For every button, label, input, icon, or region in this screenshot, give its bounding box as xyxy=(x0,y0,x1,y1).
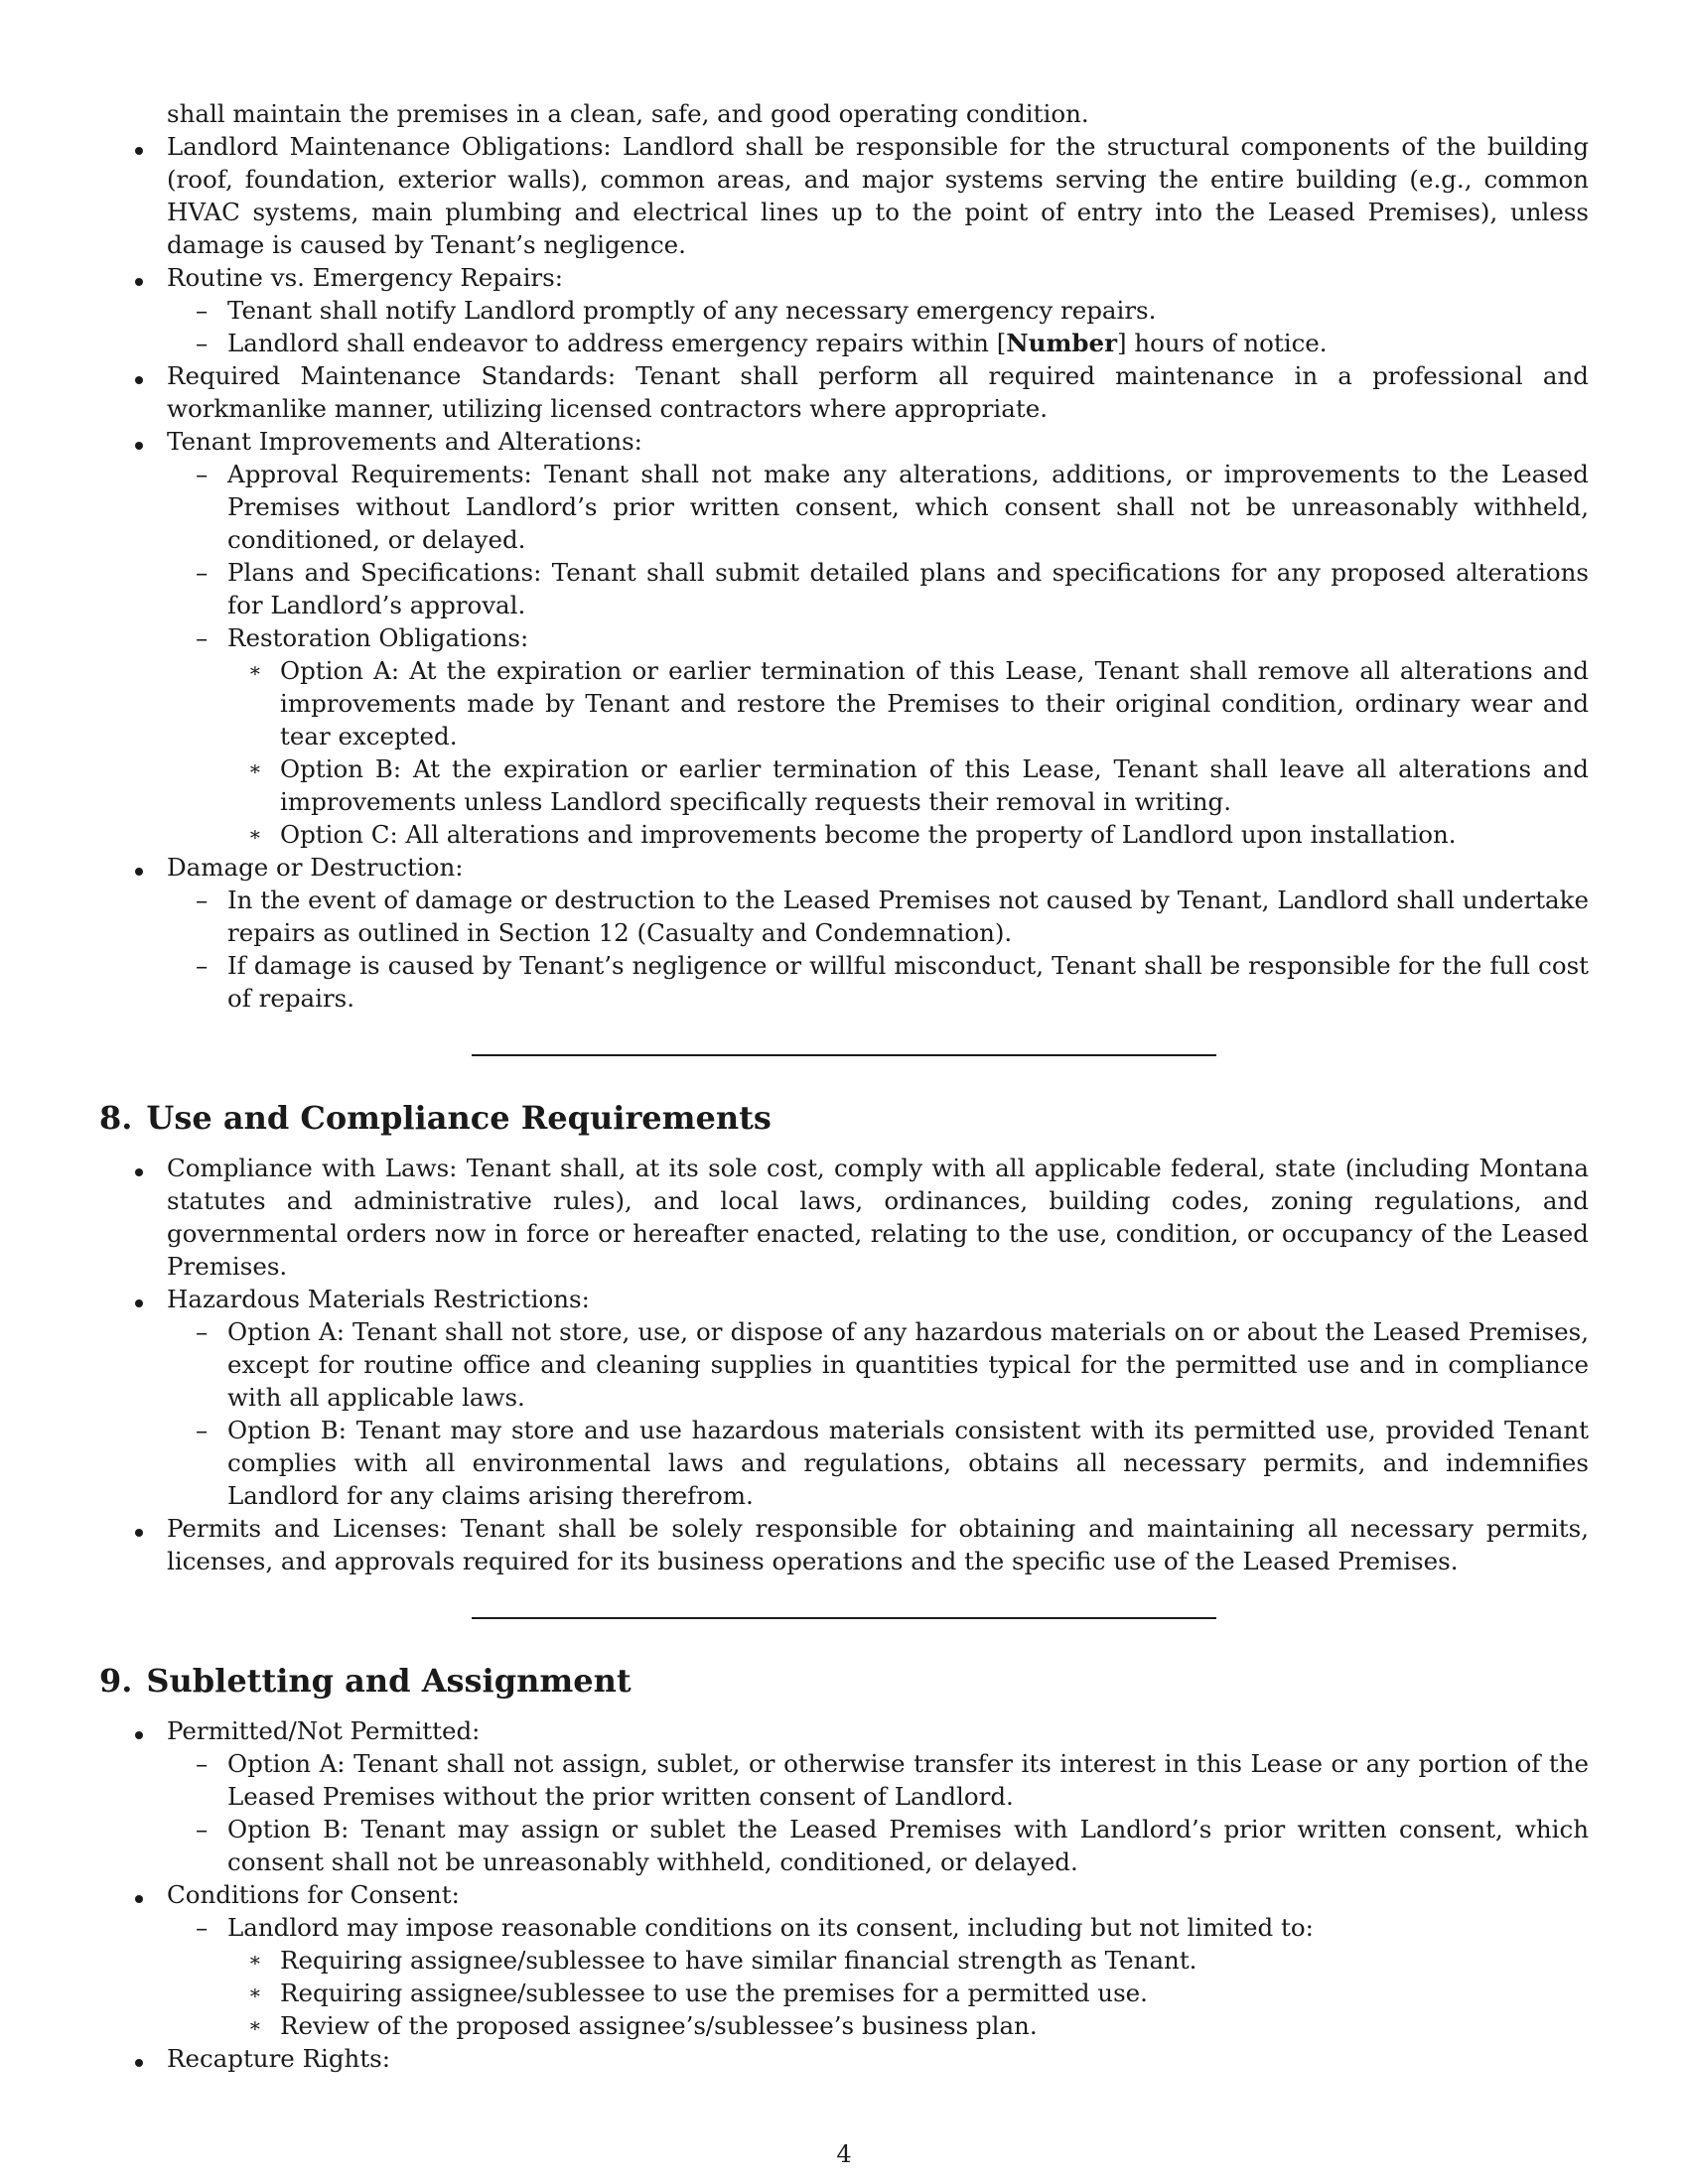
dash-marker: – xyxy=(196,1815,209,1843)
dash-marker: – xyxy=(196,1317,209,1346)
section-heading xyxy=(99,1661,1589,1701)
continued-text: shall maintain the premises in a clean, safe, and good operating condition. xyxy=(167,99,1089,128)
number-placeholder: Number xyxy=(1006,329,1118,357)
dash-marker: – xyxy=(196,329,209,357)
star-marker: ∗ xyxy=(248,658,262,682)
star-marker: ∗ xyxy=(248,756,262,780)
section-divider xyxy=(472,1617,1216,1619)
list-item: – In the event of damage or destruction to the Leased Premises not caused by Tenant, Landlord shall undertake repairs as outlined in Section 12 (Casualty and Condemnation). xyxy=(196,886,1590,947)
list-item: ∗ Requiring assignee/sublessee to have similar financial strength as Tenant. xyxy=(248,1946,1197,1975)
list-item: – If damage is caused by Tenant’s negligence or willful misconduct, Tenant shall be responsible for the full cost of repairs. xyxy=(196,951,1589,1013)
bullet-marker xyxy=(135,261,143,294)
bullet-marker xyxy=(135,425,143,458)
list-item: Permits and Licenses: Tenant shall be solely responsible for obtaining and maintaining all necessary permits, licenses, and approvals required for its business operations and the specific use of the Leased Premises. xyxy=(99,1512,1589,1577)
star-marker: ∗ xyxy=(248,1980,262,2004)
document-page xyxy=(99,97,1589,2075)
list-item: – Tenant shall notify Landlord promptly of any necessary emergency repairs. xyxy=(196,296,1157,325)
dash-marker: – xyxy=(196,296,209,325)
list-item: Recapture Rights: xyxy=(99,2042,1589,2075)
list-item: Damage or Destruction: xyxy=(99,851,1589,884)
list-item: ∗ Option B: At the expiration or earlier termination of this Lease, Tenant shall leave all alterations and improvements unless Landlord specifically requests their removal in writing. xyxy=(248,754,1589,816)
list-item: Hazardous Materials Restrictions: xyxy=(99,1283,1589,1315)
dash-marker: – xyxy=(196,1913,209,1942)
bullet-marker xyxy=(135,1714,143,1747)
page-number: 4 xyxy=(836,2140,852,2168)
list-item: ∗ Option C: All alterations and improvements become the property of Landlord upon installation. xyxy=(248,820,1457,849)
list-item: – Option B: Tenant may store and use hazardous materials consistent with its permitted use, provided Tenant complies with all environmental laws and regulations, obtains all necessary permits, and indemnifies Landlord for any claims arising therefrom. xyxy=(196,1416,1589,1510)
list-item: – Option A: Tenant shall not store, use, or dispose of any hazardous materials on or about the Leased Premises, except for routine office and cleaning supplies in quantities typical for the permitted use and in compliance with all applicable laws. xyxy=(196,1317,1589,1412)
list-item: ∗ Requiring assignee/sublessee to use the premises for a permitted use. xyxy=(248,1979,1148,2007)
dash-marker: – xyxy=(196,1416,209,1444)
list-item: Required Maintenance Standards: Tenant shall perform all required maintenance in a professional and workmanlike manner, utilizing licensed contractors where appropriate. xyxy=(99,359,1589,425)
dash-marker: – xyxy=(196,558,209,587)
section-title: Subletting and Assignment xyxy=(146,1662,632,1700)
list-item: Conditions for Consent: xyxy=(99,1878,1589,1911)
placeholder-open-bracket: [ xyxy=(996,329,1007,357)
dash-marker: – xyxy=(196,460,209,488)
section-number: 8. xyxy=(99,1099,133,1137)
list-item: – Approval Requirements: Tenant shall not make any alterations, additions, or improvements to the Leased Premises without Landlord’s prior written consent, which consent shall not be unreasonably withheld, conditioned, or delayed. xyxy=(196,460,1589,554)
bullet-marker xyxy=(135,1512,143,1545)
section-divider xyxy=(472,1054,1216,1056)
list-item: – Restoration Obligations: xyxy=(196,623,529,652)
placeholder-close-bracket: ] xyxy=(1117,329,1127,357)
bullet-marker xyxy=(135,851,143,884)
list-item: – Landlord may impose reasonable conditions on its consent, including but not limited to: xyxy=(196,1913,1314,1942)
bullet-marker xyxy=(135,130,143,163)
list-item: ∗ Option A: At the expiration or earlier termination of this Lease, Tenant shall remove all alterations and improvements made by Tenant and restore the Premises to their original condition, ordinary wear and tear excepted. xyxy=(248,656,1589,751)
list-item: Permitted/Not Permitted: xyxy=(99,1714,1589,1747)
section-number: 9. xyxy=(99,1662,133,1700)
section-title: Use and Compliance Requirements xyxy=(146,1099,772,1137)
list-item: – Landlord shall endeavor to address emergency repairs within [Number] hours of notice. xyxy=(196,329,1328,357)
dash-marker: – xyxy=(196,623,209,652)
list-item: – Option B: Tenant may assign or sublet the Leased Premises with Landlord’s prior written consent, which consent shall not be unreasonably withheld, conditioned, or delayed. xyxy=(196,1815,1589,1876)
list-item: – Option A: Tenant shall not assign, sublet, or otherwise transfer its interest in this Lease or any portion of the Leased Premises without the prior written consent of Landlord. xyxy=(196,1749,1589,1811)
bullet-marker xyxy=(135,359,143,392)
star-marker: ∗ xyxy=(248,1948,262,1972)
dash-marker: – xyxy=(196,951,209,980)
star-marker: ∗ xyxy=(248,822,262,846)
list-item: Tenant Improvements and Alterations: xyxy=(99,425,1589,458)
list-item: Compliance with Laws: Tenant shall, at its sole cost, comply with all applicable federal, state (including Montana statutes and administrative rules), and local laws, ordinances, building codes, zoning regulations, and governmental orders now in force or hereafter enacted, relating to the use, condition, or occupancy of the Leased Premises. xyxy=(99,1152,1589,1283)
list-item: ∗ Review of the proposed assignee’s/sublessee’s business plan. xyxy=(248,2011,1038,2040)
dash-marker: – xyxy=(196,1749,209,1778)
list-item: Landlord Maintenance Obligations: Landlord shall be responsible for the structural components of the building (roof, foundation, exterior walls), common areas, and major systems serving the entire building (e.g., common HVAC systems, main plumbing and electrical lines up to the point of entry into the Leased Premises), unless damage is caused by Tenant’s negligence. xyxy=(99,130,1589,261)
bullet-marker xyxy=(135,1152,143,1184)
dash-marker: – xyxy=(196,886,209,914)
list-item: Routine vs. Emergency Repairs: xyxy=(99,261,1589,294)
bullet-marker xyxy=(135,1283,143,1315)
bullet-marker xyxy=(135,2042,143,2075)
section-heading xyxy=(99,1098,1589,1138)
list-item: – Plans and Specifications: Tenant shall submit detailed plans and specifications for any proposed alterations for Landlord’s approval. xyxy=(196,558,1589,619)
star-marker: ∗ xyxy=(248,2013,262,2037)
bullet-marker xyxy=(135,1878,143,1911)
